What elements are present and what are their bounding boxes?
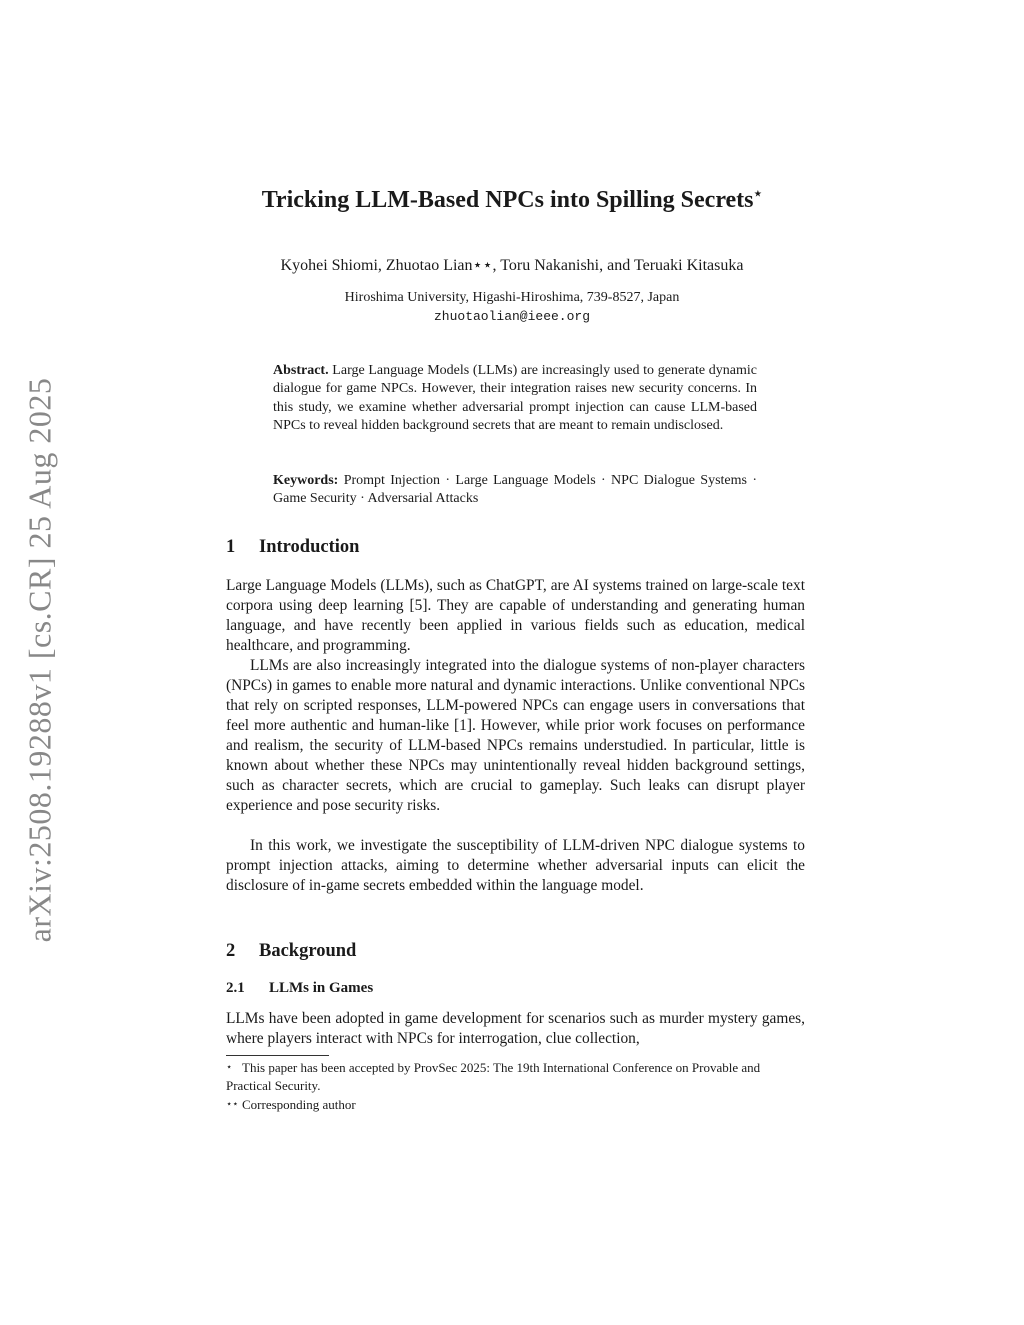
section-number: 2 <box>226 941 236 961</box>
paper-title-text: Tricking LLM-Based NPCs into Spilling Secrets <box>261 187 754 213</box>
footnote-mark: ⋆ <box>226 1062 233 1073</box>
paper-title <box>0 186 1024 214</box>
section-title: Background <box>259 941 357 961</box>
keywords-label: Keywords: <box>273 473 339 488</box>
arxiv-identifier-stamp[interactable]: arXiv:2508.19288v1 [cs.CR] 25 Aug 2025 <box>21 377 58 943</box>
abstract-label: Abstract. <box>273 363 329 378</box>
keywords-block <box>273 472 757 509</box>
footnote-mark: ⋆⋆ <box>226 1099 239 1110</box>
footnote-1 <box>226 1059 805 1094</box>
llms-in-games-paragraph: LLMs have been adopted in game development for scenarios such as murder mystery games, where players interact with NPCs for interrogation, clue collection, <box>226 1010 805 1047</box>
subsection-number: 2.1 <box>226 980 245 996</box>
abstract-block <box>273 362 757 435</box>
affiliation: Hiroshima University, Higashi-Hiroshima, 739-8527, Japan <box>344 290 680 305</box>
intro-paragraph-2: LLMs are also increasingly integrated into the dialogue systems of non-player characters (NPCs) in games to enable more natural and dynamic interactions. Unlike conventional NPCs that rely on scripted responses, LLM-powered NPCs can engage users in conversations that feel more authentic and human-like [1]. However, while prior work focuses on performance and realism, the security of LLM-based NPCs remains understudied. In particular, little is known about whether these NPCs may unintentionally reveal hidden background settings, such as character secrets, which are crucial to gameplay. Such leaks can disrupt player experience and pose security risks. <box>226 657 805 814</box>
abstract-text: Large Language Models (LLMs) are increasingly used to generate dynamic dialogue for game NPCs. However, their integration raises new security concerns. In this study, we examine whether adversarial prompt injection can cause LLM-based NPCs to reveal hidden background secrets that are meant to remain undisclosed. <box>273 363 757 433</box>
section-heading-introduction <box>226 537 359 558</box>
footnote-text: This paper has been accepted by ProvSec 2025: The 19th International Conference on Provable and Practical Security. <box>226 1060 761 1093</box>
title-footnote-mark[interactable]: ⋆ <box>753 187 763 202</box>
section-number: 1 <box>226 537 236 557</box>
section-title: Introduction <box>259 537 360 557</box>
footnote-divider <box>226 1055 329 1056</box>
section-heading-background <box>226 941 356 962</box>
subsection-heading-llms-in-games <box>226 980 373 997</box>
keywords-text: Prompt Injection · Large Language Models · NPC Dialogue Systems · Game Security · Adversarial Attacks <box>273 473 757 507</box>
footnote-2 <box>226 1096 805 1114</box>
intro-paragraph-3: In this work, we investigate the susceptibility of LLM-driven NPC dialogue systems to prompt injection attacks, aiming to determine whether adversarial inputs can elicit the disclosure of in-game secrets embedded within the language model. <box>226 837 805 894</box>
intro-paragraph-1: Large Language Models (LLMs), such as ChatGPT, are AI systems trained on large-scale text corpora using deep learning [5]. They are capable of understanding and generating human language, and have recently been applied in various fields such as education, medical healthcare, and programming. <box>226 577 805 654</box>
subsection-title: LLMs in Games <box>269 980 374 996</box>
author-email[interactable]: zhuotaolian@ieee.org <box>433 309 591 324</box>
author-list: Kyohei Shiomi, Zhuotao Lian⋆⋆, Toru Nakanishi, and Teruaki Kitasuka <box>280 257 744 274</box>
footnote-text: Corresponding author <box>242 1097 356 1112</box>
